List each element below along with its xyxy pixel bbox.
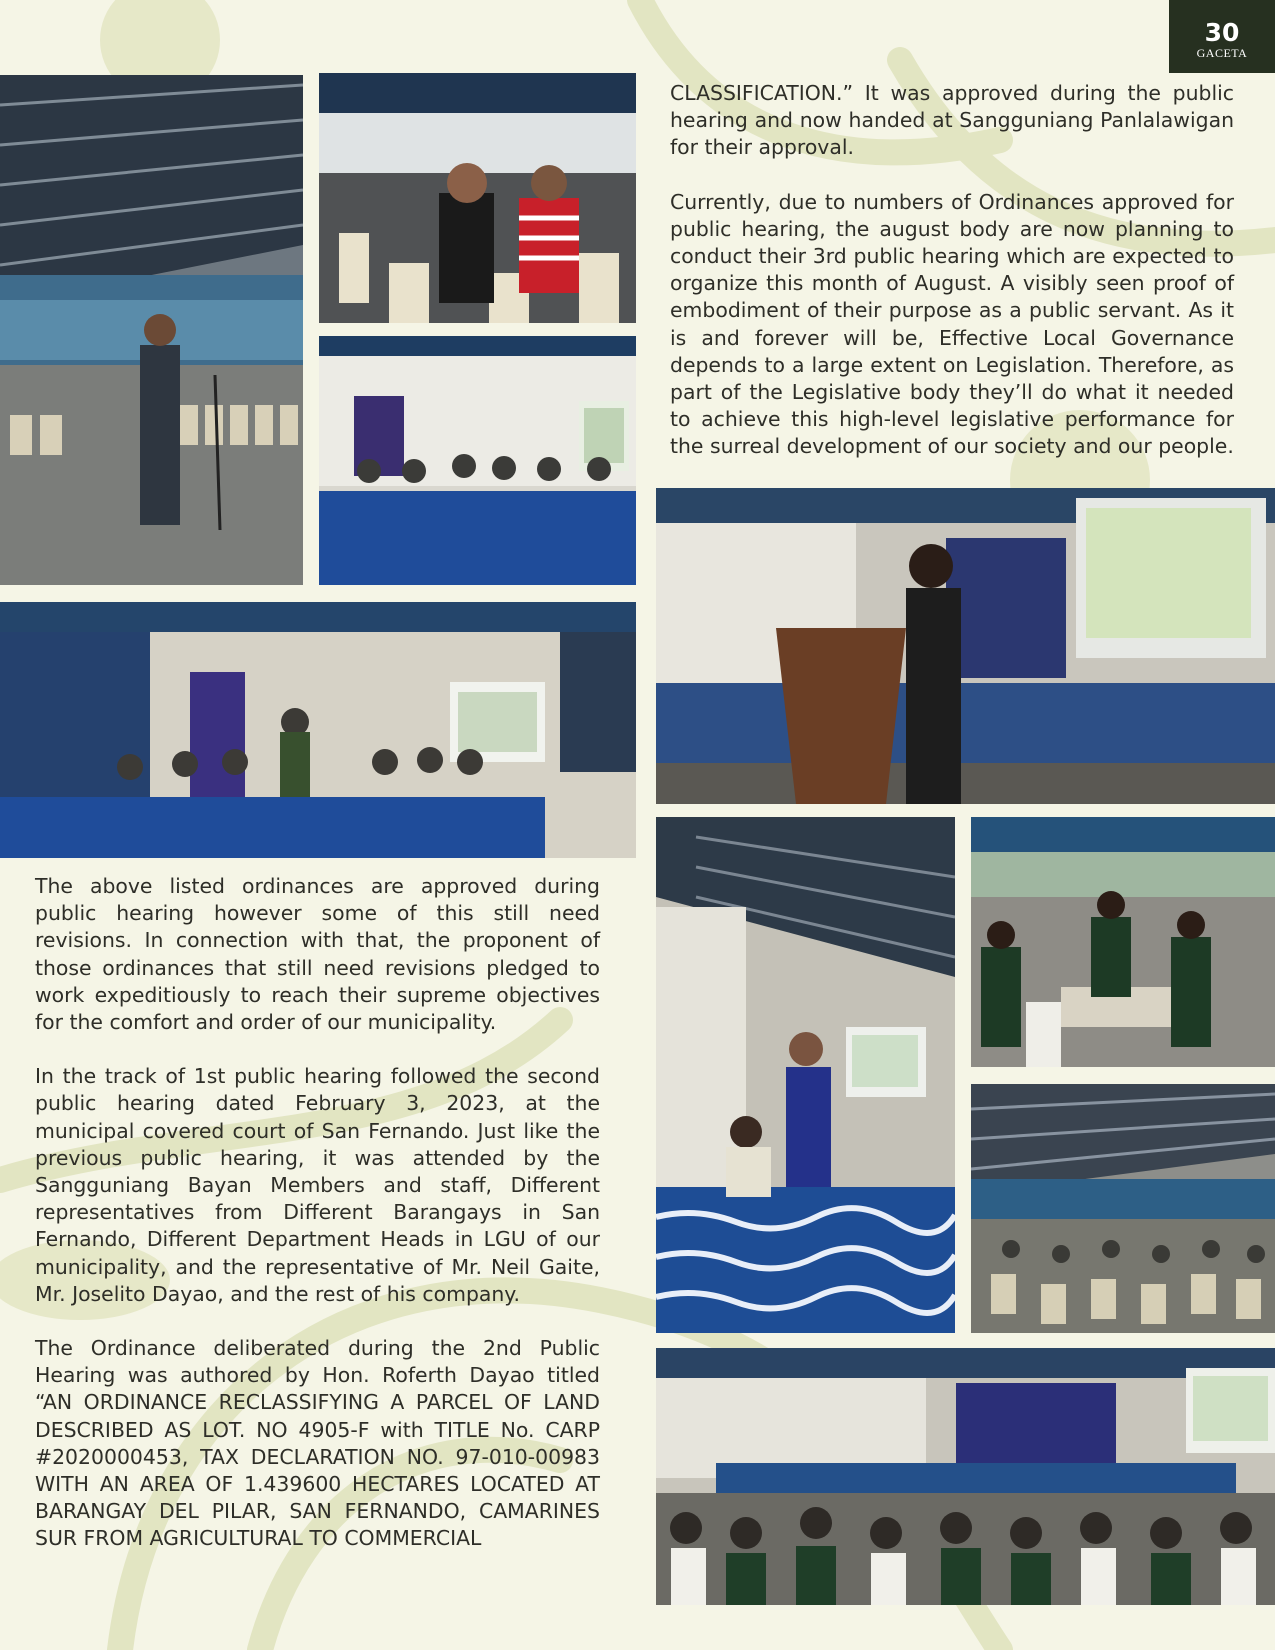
magazine-name: GACETA xyxy=(1196,46,1248,60)
photo-woman-at-podium xyxy=(656,488,1275,804)
paragraph: CLASSIFICATION.” It was approved during the public hearing and now handed at Sangguniang Panlalawigan for their approval. xyxy=(670,81,1234,160)
photo-audience-stage-view xyxy=(656,1348,1275,1605)
paragraph: Currently, due to numbers of Ordinances approved for public hearing, the august body are now planning to conduct their 3rd public hearing which are expected to organize this month of August. A visibly seen proof of embodiment of their purpose as a public servant. As it is and forever will be, Effective Local Governance depends to a large extent on Legislation. Therefore, as part of the Legislative body they’ll do what it needed to achieve this high-level legislative performance for the surreal development of our society and our people. xyxy=(670,189,1234,459)
photo-presiding-table-banner xyxy=(0,602,636,858)
paragraph: The above listed ordinances are approved during public hearing however some of this still need revisions. In connection with that, the proponent of those ordinances that still need revisions pledged to work expeditiously to reach their supreme objectives for the comfort and order of our municipality. xyxy=(35,874,600,1035)
photo-audience-seated xyxy=(319,73,636,323)
paragraph: In the track of 1st public hearing followed the second public hearing dated February 3, 2023, at the municipal covered court of San Fernando. Just like the previous public hearing, it was attended by the Sangguniang Bayan Members and staff, Different representatives from Different Barangays in San Fernando, Different Department Heads in LGU of our municipality, and the representative of Mr. Neil Gaite, Mr. Joselito Dayao, and the rest of his company. xyxy=(35,1064,600,1306)
page-number: 30 xyxy=(1204,18,1240,47)
article-text-bottom xyxy=(35,873,600,1553)
photo-speaker-covered-court xyxy=(0,75,303,585)
photo-crowd-under-roof xyxy=(971,1084,1275,1333)
page-number-tag xyxy=(1169,0,1275,73)
photo-signing-attendance xyxy=(971,817,1275,1067)
paragraph: The Ordinance deliberated during the 2nd Public Hearing was authored by Hon. Roferth Dayao titled “AN ORDINANCE RECLASSIFYING A PARCEL OF LAND DESCRIBED AS LOT. NO 4905-F with TITLE No. CARP #2020000453, TAX DECLARATION NO. 97-010-00983 WITH AN AREA OF 1.439600 HECTARES LOCATED AT BARANGAY DEL PILAR, SAN FERNANDO, CAMARINES SUR FROM AGRICULTURAL TO COMMERCIAL xyxy=(35,1336,600,1551)
photo-council-table xyxy=(319,336,636,585)
article-text-top xyxy=(670,80,1234,461)
photo-man-speaking-table xyxy=(656,817,955,1333)
